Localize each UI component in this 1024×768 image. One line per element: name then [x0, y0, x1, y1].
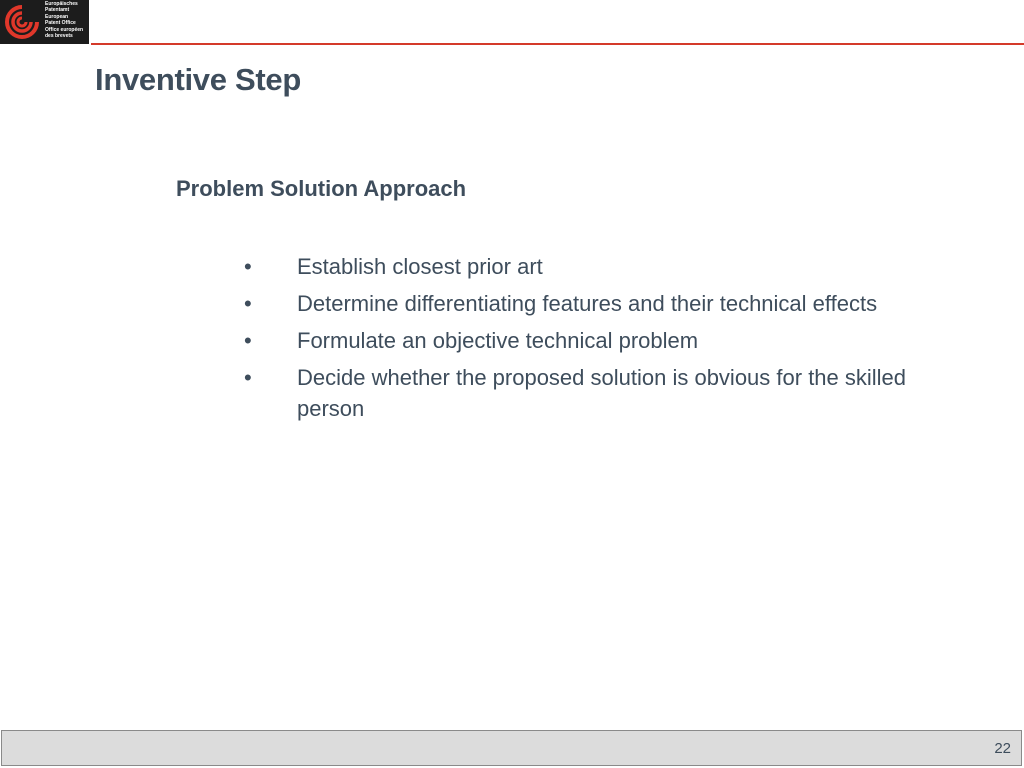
logo-line: Patent Office	[45, 19, 76, 26]
bullet-icon: •	[244, 254, 252, 279]
bullet-text: Formulate an objective technical problem	[297, 328, 699, 353]
bullet-list	[240, 251, 940, 430]
header-rule	[91, 43, 1024, 45]
footer-bar	[1, 730, 1022, 766]
slide-title: Inventive Step	[95, 62, 301, 97]
logo-line: Office européen	[45, 26, 84, 33]
epo-logo-mark-icon	[2, 1, 42, 43]
logo-line: Patentamt	[45, 6, 70, 13]
logo-line: des brevets	[45, 32, 73, 39]
bullet-icon: •	[244, 291, 252, 316]
section-heading: Problem Solution Approach	[176, 176, 467, 201]
list-item	[240, 362, 940, 424]
epo-logo	[0, 0, 89, 44]
bullet-text: Decide whether the proposed solution is obvious for the skilled person	[297, 365, 907, 421]
list-item	[240, 288, 940, 319]
bullet-text: Determine differentiating features and their technical effects	[297, 291, 878, 316]
logo-line: Europäisches	[45, 1, 78, 7]
list-item	[240, 251, 940, 282]
bullet-text: Establish closest prior art	[297, 254, 543, 279]
list-item	[240, 325, 940, 356]
bullet-icon: •	[244, 328, 252, 353]
logo-line: European	[45, 13, 69, 20]
page-number: 22	[994, 740, 1011, 757]
epo-logo-text	[45, 2, 89, 41]
bullet-icon: •	[244, 365, 252, 390]
